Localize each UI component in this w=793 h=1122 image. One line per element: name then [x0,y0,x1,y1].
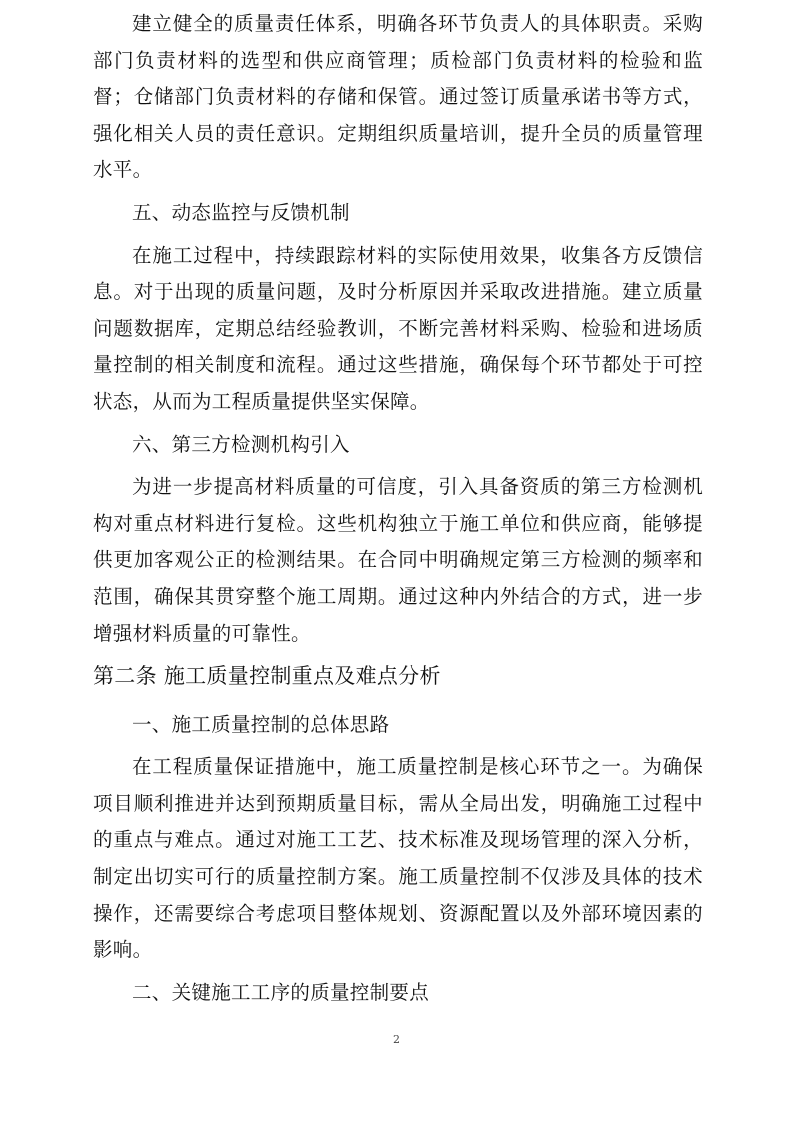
document-body [93,6,703,1017]
section-heading-dynamic-monitoring: 五、动态监控与反馈机制 [132,200,350,224]
section-heading-key-processes: 二、关键施工工序的质量控制要点 [132,980,430,1004]
article-heading-construction-quality: 第二条 施工质量控制重点及难点分析 [93,664,441,689]
paragraph-third-party-testing: 为进一步提高材料质量的可信度，引入具备资质的第三方检测机构对重点材料进行复检。这些机构独立于施工单位和供应商，能够提供更加客观公正的检测结果。在合同中明确规定第三方检测的频率和范围，确保其贯穿整个施工周期。通过这种内外结合的方式，进一步增强材料质量的可靠性。 [93,475,703,645]
page-number: 2 [393,1033,400,1046]
section-heading-third-party-testing: 六、第三方检测机构引入 [132,432,350,456]
paragraph-overall-approach: 在工程质量保证措施中，施工质量控制是核心环节之一。为确保项目顺利推进并达到预期质量目标，需从全局出发，明确施工过程中的重点与难点。通过对施工工艺、技术标准及现场管理的深入分析，制定出切实可行的质量控制方案。施工质量控制不仅涉及具体的技术操作，还需要综合考虑项目整体规划、资源配置以及外部环境因素的影响。 [93,755,703,962]
section-heading-overall-approach: 一、施工质量控制的总体思路 [132,712,390,736]
paragraph-dynamic-monitoring: 在施工过程中，持续跟踪材料的实际使用效果，收集各方反馈信息。对于出现的质量问题，及时分析原因并采取改进措施。建立质量问题数据库，定期总结经验教训，不断完善材料采购、检验和进场质量控制的相关制度和流程。通过这些措施，确保每个环节都处于可控状态，从而为工程质量提供坚实保障。 [93,243,703,413]
paragraph-quality-responsibility: 建立健全的质量责任体系，明确各环节负责人的具体职责。采购部门负责材料的选型和供应商管理；质检部门负责材料的检验和监督；仓储部门负责材料的存储和保管。通过签订质量承诺书等方式，强化相关人员的责任意识。定期组织质量培训，提升全员的质量管理水平。 [93,12,703,182]
